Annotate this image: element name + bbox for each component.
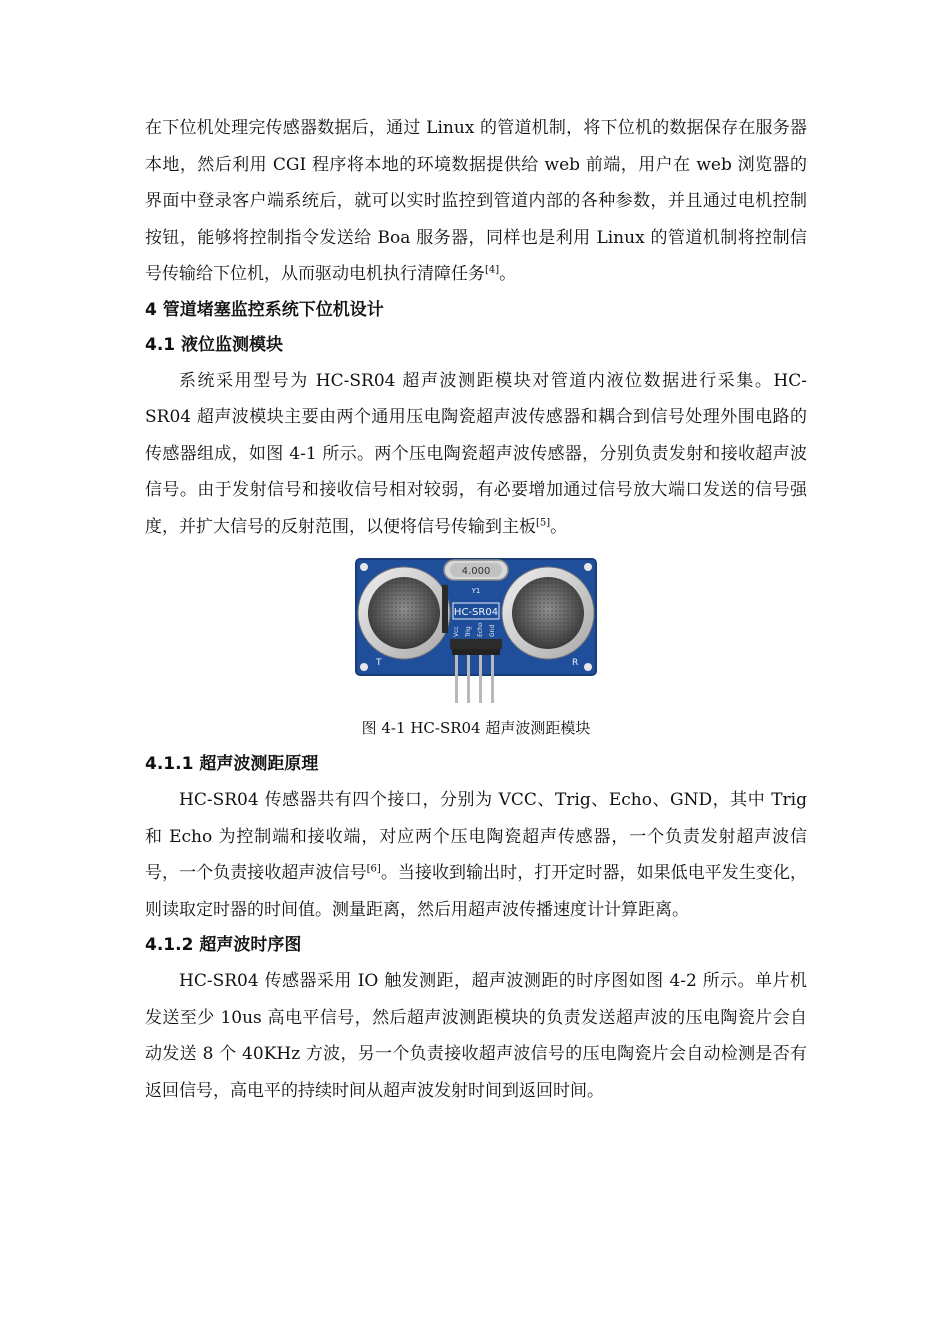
y1-label: Y1 <box>471 587 481 595</box>
citation-4: [4] <box>485 264 500 276</box>
paragraph-level-module <box>145 363 807 546</box>
citation-6: [6] <box>366 863 381 875</box>
pin-label-vcc: Vcc <box>453 626 460 637</box>
section-heading-4-1-1: 4.1.1 超声波测距原理 <box>145 754 319 774</box>
paragraph-level-module-end: 。 <box>550 516 568 537</box>
citation-5: [5] <box>536 516 551 528</box>
pin-label-echo: Echo <box>477 622 484 637</box>
paragraph-ranging-principle-text: HC-SR04 传感器共有四个接口，分别为 VCC、Trig、Echo、GND，其中 Trig 和 Echo 为控制端和接收端，对应两个压电陶瓷超声传感器，一个负责发射超声波信号，一个负责接收超声波信号 <box>145 790 807 883</box>
figure-4-1 <box>145 557 807 741</box>
paragraph-intro-end: 。 <box>499 264 517 284</box>
hc-sr04-module-image <box>354 557 598 705</box>
r-label: R <box>572 658 579 668</box>
receiver-transducer <box>502 567 594 659</box>
crystal-label: 4.000 <box>461 566 491 577</box>
paragraph-intro-text: 在下位机处理完传感器数据后，通过 Linux 的管道机制，将下位机的数据保存在服务器本地，然后利用 CGI 程序将本地的环境数据提供给 web 前端，用户在 web 浏览器的界面中登录客户端系统后，就可以实时监控到管道内部的各种参数，并且通过电机控制按钮，能够将控制指令发送给 Boa 服务器，同样也是利用 Linux 的管道机制将控制信号传输给下位机，从而驱动电机执行清障任务 <box>145 118 807 284</box>
pin-label-trig: Trig <box>465 626 472 637</box>
paragraph-timing-diagram: HC-SR04 传感器采用 IO 触发测距，超声波测距的时序图如图 4-2 所示。单片机发送至少 10us 高电平信号，然后超声波测距模块的负责发送超声波的压电陶瓷片会自动发送 8 个 40KHz 方波，另一个负责接收超声波信号的压电陶瓷片会自动检测是否有返回信号，高电平的持续时间从超声波发射时间到返回时间。 <box>145 971 807 1101</box>
figure-caption: 图 4-1 HC-SR04 超声波测距模块 <box>361 719 591 737</box>
paragraph-ranging-principle-rest: 。当接收到输出时，打开定时器，如果低电平发生变化，则读取定时器的时间值。测量距离，然后用超声波传播速度计计算距离。 <box>145 863 807 920</box>
transmitter-transducer <box>358 567 450 659</box>
model-label: HC-SR04 <box>453 607 499 618</box>
section-heading-4-1: 4.1 液位监测模块 <box>145 334 284 355</box>
t-label: T <box>376 658 382 668</box>
crystal-oscillator <box>444 560 508 580</box>
pin-label-gnd: Gnd <box>489 624 496 637</box>
document-body <box>145 110 807 1109</box>
paragraph-intro <box>145 110 807 293</box>
paragraph-level-module-text: 系统采用型号为 HC-SR04 超声波测距模块对管道内液位数据进行采集。HC-SR04 超声波模块主要由两个通用压电陶瓷超声波传感器和耦合到信号处理外围电路的传感器组成，如图 4-1 所示。两个压电陶瓷超声波传感器，分别负责发射和接收超声波信号。由于发射信号和接收信号相对较弱，有必要增加通过信号放大端口发送的信号强度，并扩大信号的反射范围，以便将信号传输到主板 <box>145 370 807 537</box>
paragraph-ranging-principle <box>145 782 807 928</box>
section-heading-4: 4 管道堵塞监控系统下位机设计 <box>145 299 384 320</box>
section-heading-4-1-2: 4.1.2 超声波时序图 <box>145 935 302 955</box>
